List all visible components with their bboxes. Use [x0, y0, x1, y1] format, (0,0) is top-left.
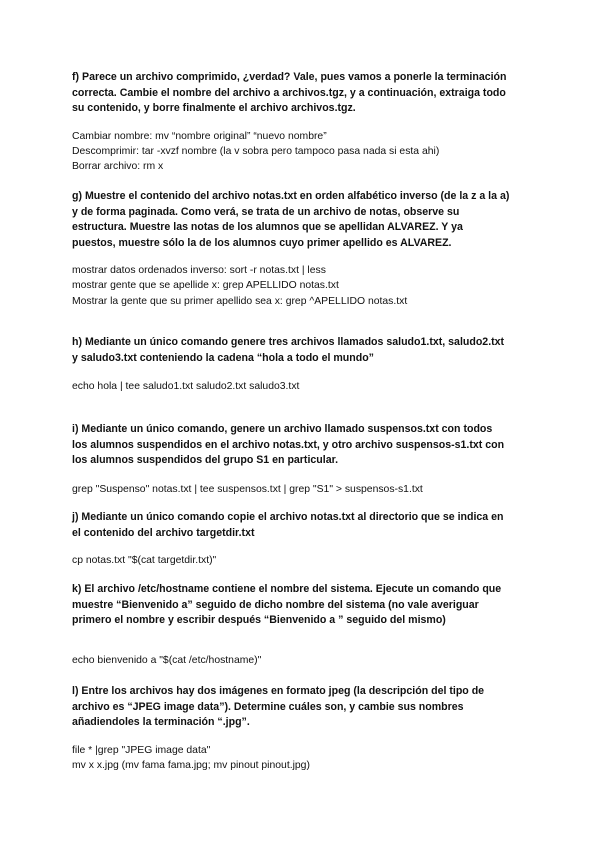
section-k: [72, 582, 532, 668]
question-line: y de forma paginada. Como verá, se trata de un archivo de notas, observe su: [72, 205, 460, 218]
question-f: [72, 70, 532, 117]
section-i: [72, 422, 532, 497]
question-line: i) Mediante un único comando, genere un archivo llamado suspensos.txt con todos: [72, 423, 493, 435]
answer-h: [72, 379, 532, 394]
answer-g: [72, 263, 532, 309]
answer-line: echo bienvenido a "$(cat /etc/hostname)": [72, 654, 262, 666]
question-j: [72, 510, 532, 541]
question-line: g) Muestre el contenido del archivo notas.txt en orden alfabético inverso (de la z a la a): [72, 190, 510, 202]
answer-k: [72, 653, 532, 668]
answer-line: Descomprimir: tar -xvzf nombre (la v sobra pero tampoco pasa nada si esta ahi): [72, 145, 440, 157]
answer-line: mostrar gente que se apellide x: grep APELLIDO notas.txt: [72, 280, 339, 292]
question-line: f) Parece un archivo comprimido, ¿verdad? Vale, pues vamos a ponerle la terminación: [72, 71, 507, 83]
question-line: los alumnos suspendidos en el archivo notas.txt, y otro archivo suspensos-s1.txt con: [72, 438, 505, 451]
question-line: l) Entre los archivos hay dos imágenes en formato jpeg (la descripción del tipo de: [72, 685, 485, 697]
section-g: [72, 189, 532, 309]
section-h: [72, 335, 532, 394]
answer-line: Mostrar la gente que su primer apellido sea x: grep ^APELLIDO notas.txt: [72, 295, 408, 307]
section-j: [72, 510, 532, 568]
answer-line: cp notas.txt "$(cat targetdir.txt)": [72, 555, 217, 566]
question-line: primero el nombre y escribir después “Bienvenido a ” seguido del mismo): [72, 614, 446, 626]
question-line: los alumnos suspendidos del grupo S1 en particular.: [72, 454, 339, 466]
answer-line: file * |grep "JPEG image data": [72, 744, 211, 756]
question-line: muestre “Bienvenido a” seguido de dicho nombre del sistema (no vale averiguar: [72, 598, 479, 611]
question-line: k) El archivo /etc/hostname contiene el nombre del sistema. Ejecute un comando que: [72, 583, 502, 595]
question-line: h) Mediante un único comando genere tres archivos llamados saludo1.txt, saludo2.txt: [72, 336, 505, 348]
question-line: estructura. Muestre las notas de los alumnos que se apellidan ALVAREZ. Y ya: [72, 221, 463, 233]
answer-j: [72, 553, 532, 568]
section-f: [72, 70, 532, 174]
answer-line: Cambiar nombre: mv “nombre original” “nuevo nombre”: [72, 130, 327, 142]
question-line: correcta. Cambie el nombre del archivo a archivos.tgz, y a continuación, extraiga todo: [72, 86, 506, 99]
question-g: [72, 189, 532, 251]
section-l: [72, 684, 532, 773]
question-l: [72, 684, 532, 731]
answer-f: [72, 129, 532, 175]
question-line: j) Mediante un único comando copie el archivo notas.txt al directorio que se indica en: [72, 511, 504, 523]
answer-line: grep "Suspenso" notas.txt | tee suspensos.txt | grep "S1" > suspensos-s1.txt: [72, 483, 423, 495]
answer-i: [72, 482, 532, 497]
question-line: y saludo3.txt conteniendo la cadena “hola a todo el mundo”: [72, 351, 374, 364]
question-i: [72, 422, 532, 469]
question-h: [72, 335, 532, 366]
answer-line: mv x x.jpg (mv fama fama.jpg; mv pinout pinout.jpg): [72, 759, 310, 771]
question-k: [72, 582, 532, 629]
answer-l: [72, 743, 532, 774]
answer-line: Borrar archivo: rm x: [72, 161, 164, 173]
answer-line: echo hola | tee saludo1.txt saludo2.txt saludo3.txt: [72, 381, 300, 392]
question-line: archivo es “JPEG image data”). Determine cuáles son, y cambie sus nombres: [72, 700, 464, 713]
question-line: puestos, muestre sólo la de los alumnos cuyo primer apellido es ALVAREZ.: [72, 236, 452, 249]
answer-line: mostrar datos ordenados inverso: sort -r notas.txt | less: [72, 265, 326, 276]
question-line: añadiendoles la terminación “.jpg”.: [72, 716, 250, 728]
question-line: su contenido, y borre finalmente el archivo archivos.tgz.: [72, 102, 356, 114]
question-line: el contenido del archivo targetdir.txt: [72, 526, 255, 539]
